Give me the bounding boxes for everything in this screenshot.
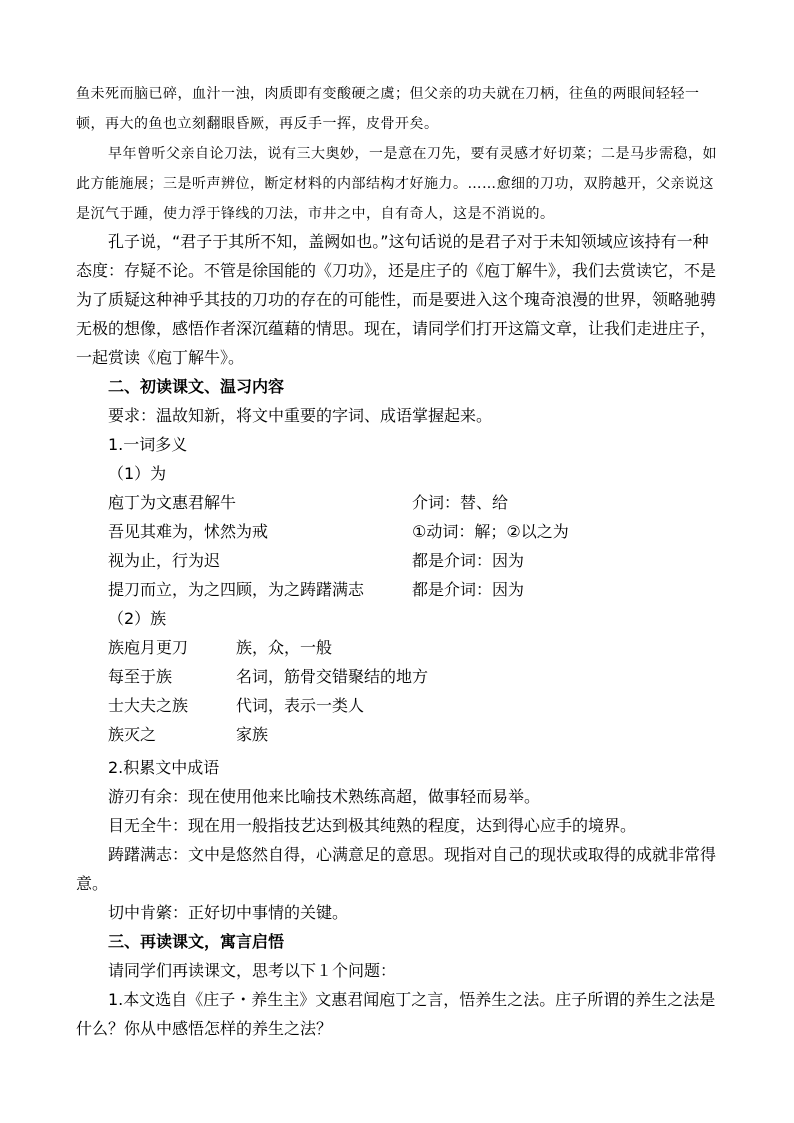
wei-meaning: ①动词：解；②以之为	[412, 522, 569, 541]
wei-sentence: 提刀而立，为之四顾，为之踌躇满志	[108, 580, 365, 599]
idiom-entry: 切中肯綮：正好切中事情的关键。	[108, 903, 349, 922]
zu-meaning: 族，众，一般	[236, 638, 333, 657]
idiom-entry: 游刃有余：现在使用他来比喻技术熟练高超，做事轻而易举。	[108, 787, 541, 806]
wei-meaning: 都是介词：因为	[412, 580, 525, 599]
wei-sentence: 庖丁为文惠君解牛	[108, 493, 237, 512]
zu-sentence: 士大夫之族	[108, 696, 189, 715]
paragraph-fish: 鱼未死而脑已碎，血汁一浊，肉质即有变酸硬之虞；但父亲的功夫就在刀柄，往鱼的两眼间轻轻一顿，再大的鱼也立刻翻眼昏厥，再反手一挥，皮骨开矣。	[76, 86, 700, 132]
section-intro: 请同学们再读课文，思考以下１个问题：	[108, 961, 397, 980]
zu-meaning: 名词，筋骨交错聚结的地方	[236, 667, 429, 686]
paragraph-father-knife-skills: 早年曾听父亲自论刀法，说有三大奥妙，一是意在刀先，要有灵感才好切菜；二是马步需稳，如此方能施展；三是听声辨位，断定材料的内部结构才好施力。……愈细的刀功，双胯越开，父亲说这是沉气于踵，使力浮于锋线的刀法，市井之中，自有奇人，这是不消说的。	[76, 146, 717, 222]
zu-meaning: 代词，表示一类人	[236, 696, 365, 715]
section-heading-first-reading: 二、初读课文、温习内容	[108, 377, 285, 396]
zu-sentence: 每至于族	[108, 667, 173, 686]
wei-sentence: 视为止，行为迟	[108, 551, 221, 570]
wei-meaning: 都是介词：因为	[412, 551, 525, 570]
wei-meaning: 介词：替、给	[412, 493, 509, 512]
idiom-entry: 踌躇满志：文中是悠然自得，心满意足的意思。现指对自己的现状或取得的成就非常得意。	[76, 845, 717, 893]
wei-sentence: 吾见其难为，怵然为戒	[108, 522, 269, 541]
subheading-idioms: 2.积累文中成语	[108, 758, 220, 777]
word-label-zu: （2）族	[108, 609, 167, 628]
requirement-text: 要求：温故知新，将文中重要的字词、成语掌握起来。	[108, 406, 493, 425]
paragraph-confucius: 孔子说，“君子于其所不知，盖阙如也。”这句话说的是君子对于未知领域应该持有一种态度：存疑不论。不管是徐国能的《刀功》，还是庄子的《庖丁解牛》，我们去赏读它，不是为了质疑这种神乎其技的刀功的存在的可能性，而是要进入这个瑰奇浪漫的世界，领略驰骋无极的想像，感悟作者深沉蕴藉的情思。现在，请同学们打开这篇文章，让我们走进庄子，一起赏读《庖丁解牛》。	[76, 232, 717, 367]
zu-sentence: 族庖月更刀	[108, 638, 189, 657]
zu-sentence: 族灭之	[108, 725, 157, 744]
section-heading-second-reading: 三、再读课文，寓言启悟	[108, 932, 285, 951]
subheading-polysemy: 1.一词多义	[108, 435, 188, 454]
word-label-wei: （1）为	[108, 464, 167, 483]
zu-meaning: 家族	[236, 725, 269, 744]
idiom-entry: 目无全牛：现在用一般指技艺达到极其纯熟的程度，达到得心应手的境界。	[108, 816, 637, 835]
question-1: 1.本文选自《庄子・养生主》文惠君闻庖丁之言，悟养生之法。庄子所谓的养生之法是什么？你从中感悟怎样的养生之法？	[76, 990, 716, 1038]
